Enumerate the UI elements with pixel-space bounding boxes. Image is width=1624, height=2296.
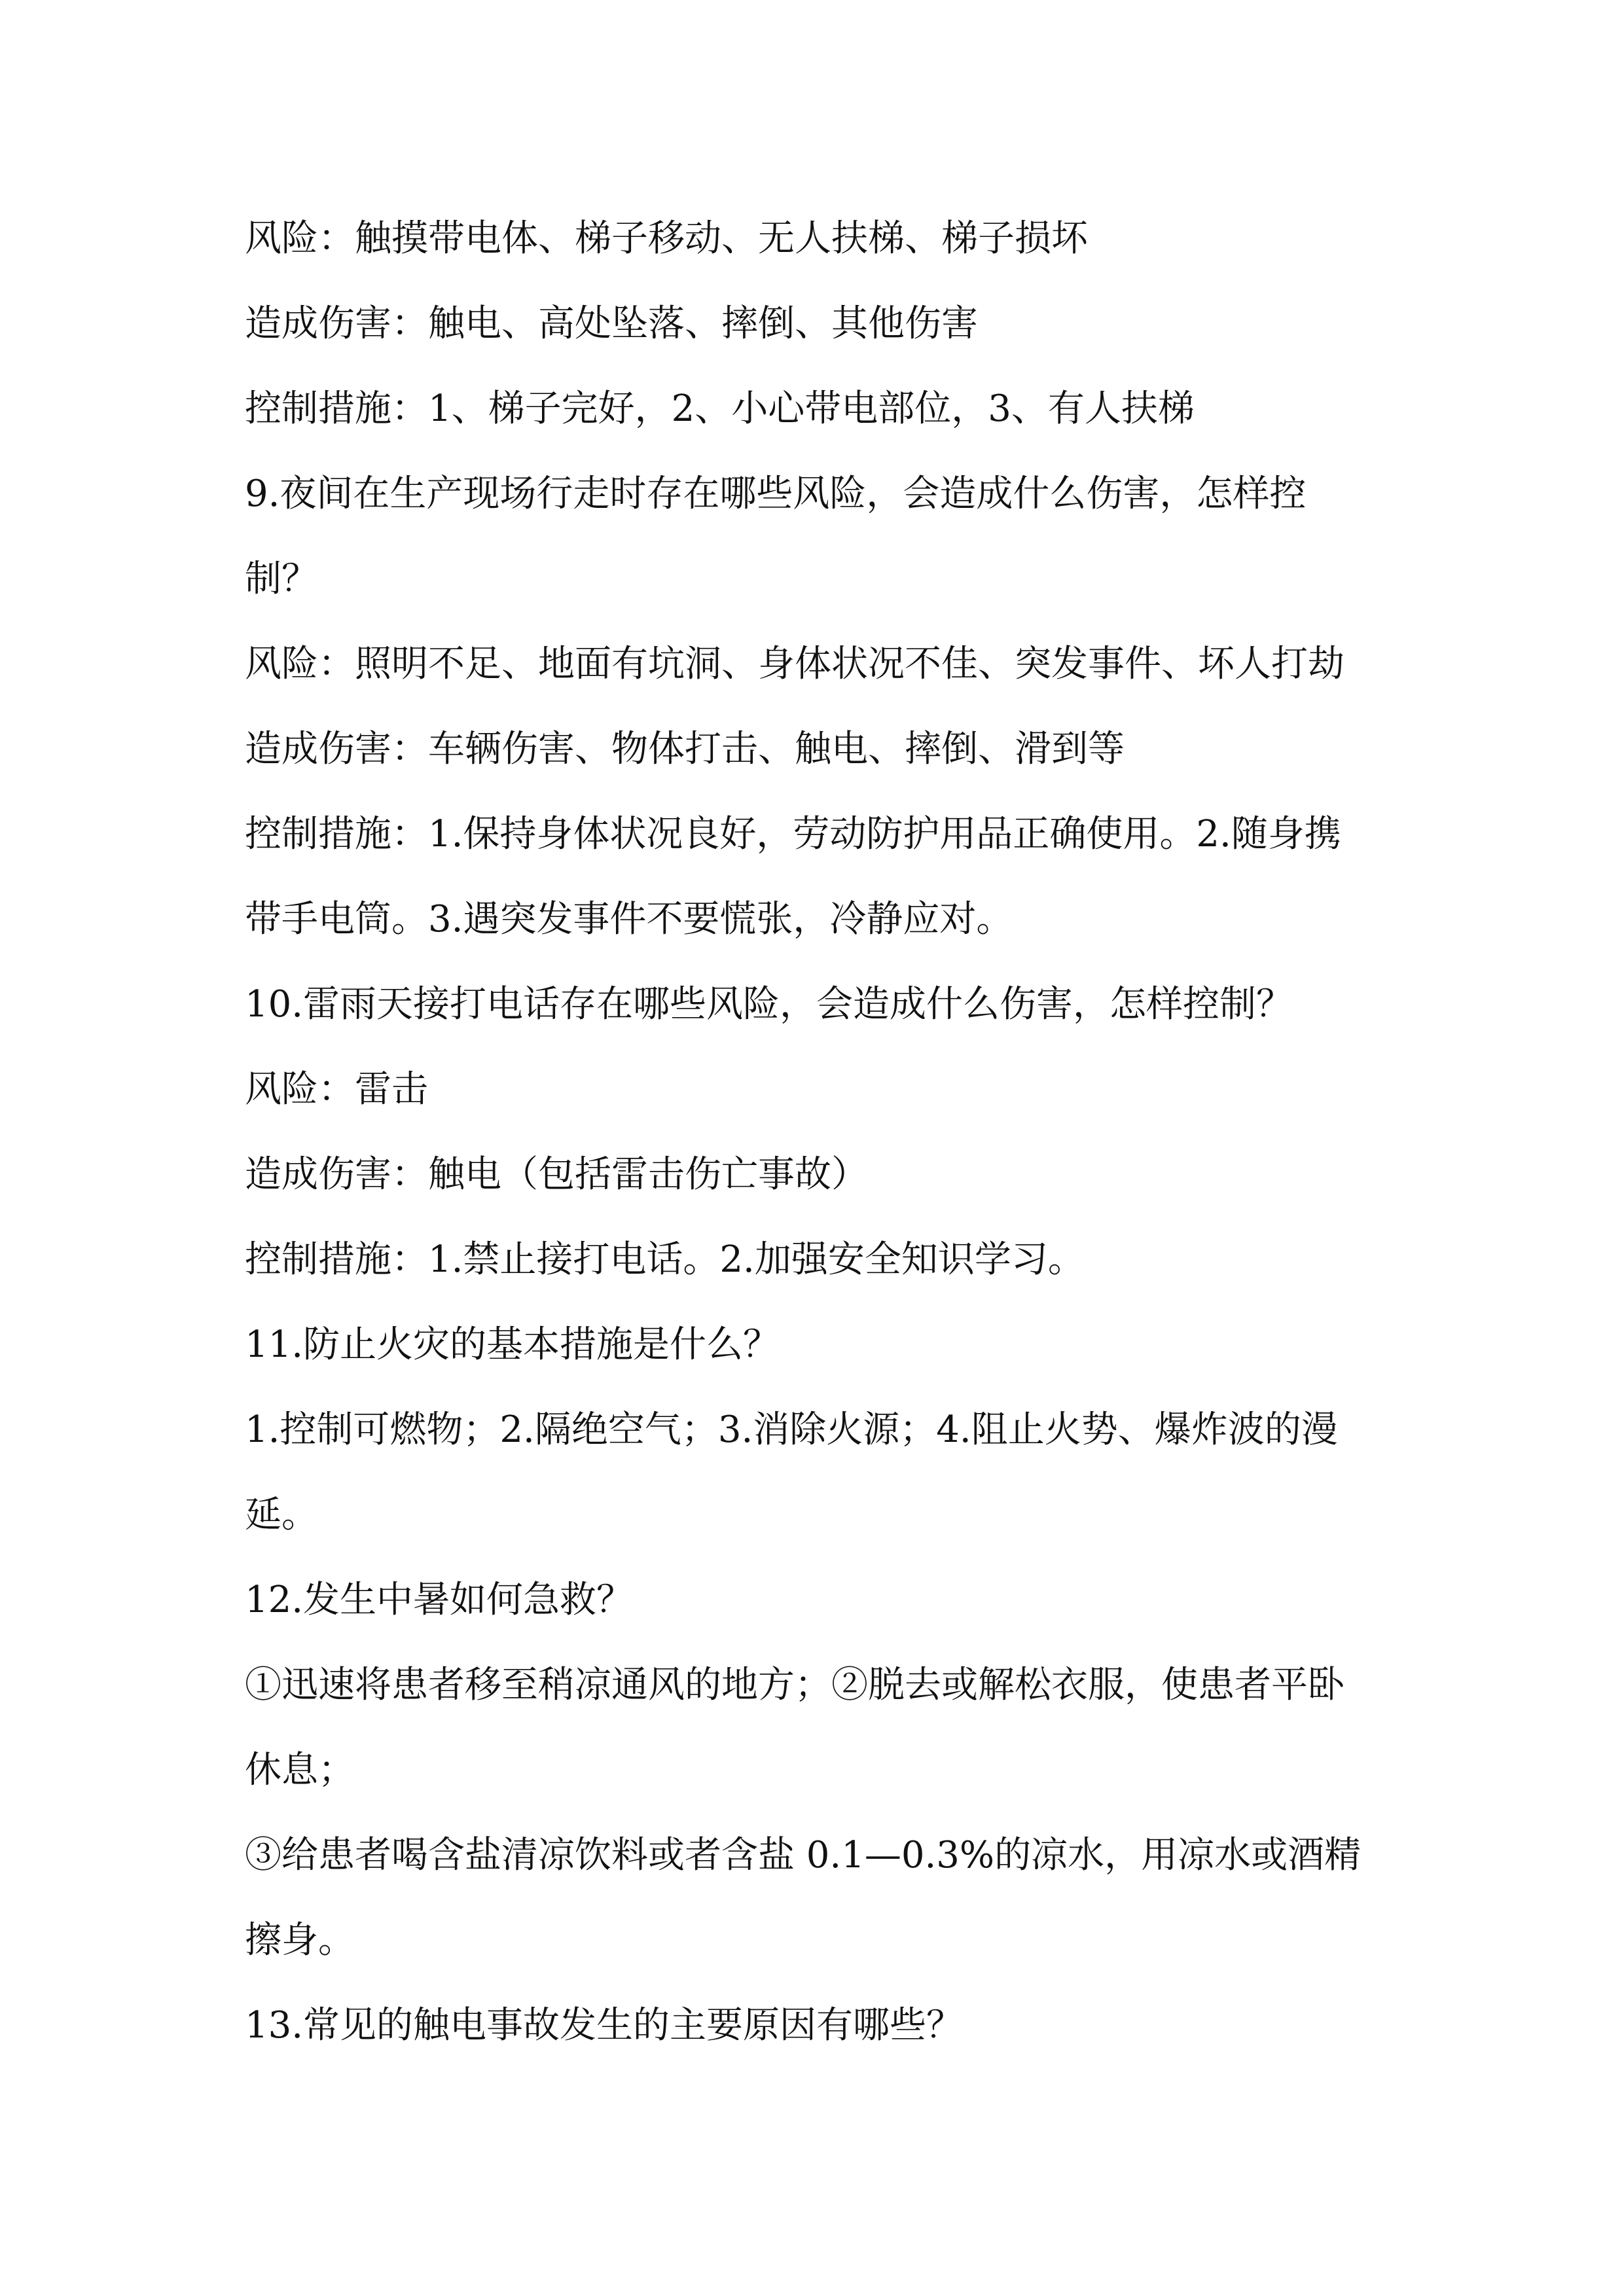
text-line: 造成伤害：触电（包括雷击伤亡事故） — [245, 1153, 868, 1196]
text-line: 控制措施：1.禁止接打电话。2.加强安全知识学习。 — [245, 1238, 1085, 1281]
text-line: 造成伤害：触电、高处坠落、摔倒、其他伤害 — [245, 302, 978, 345]
question-heading: 12.发生中暑如何急救？ — [245, 1579, 634, 1621]
document-body — [245, 209, 1384, 2081]
text-line: ③给患者喝含盐清凉饮料或者含盐 0.1—0.3%的凉水，用凉水或酒精 — [245, 1834, 1362, 1876]
text-line: ①迅速将患者移至稍凉通风的地方；②脱去或解松衣服，使患者平卧 — [245, 1664, 1344, 1706]
question-heading-continued: 制？ — [245, 558, 318, 600]
text-line: 风险：照明不足、地面有坑洞、身体状况不佳、突发事件、坏人打劫 — [245, 643, 1344, 685]
text-line: 控制措施：1.保持身体状况良好，劳动防护用品正确使用。2.随身携 — [245, 813, 1341, 855]
text-line: 擦身。 — [245, 1919, 355, 1962]
question-heading: 10.雷雨天接打电话存在哪些风险，会造成什么伤害，怎样控制？ — [245, 983, 1293, 1026]
text-line: 控制措施：1、梯子完好，2、小心带电部位，3、有人扶梯 — [245, 387, 1195, 430]
text-line: 休息； — [245, 1749, 355, 1791]
text-line: 风险：触摸带电体、梯子移动、无人扶梯、梯子损坏 — [245, 217, 1088, 260]
text-line: 造成伤害：车辆伤害、物体打击、触电、摔倒、滑到等 — [245, 728, 1125, 770]
text-line: 风险：雷击 — [245, 1068, 428, 1111]
text-line: 带手电筒。3.遇突发事件不要慌张，冷静应对。 — [245, 898, 1013, 941]
text-line: 延。 — [245, 1494, 318, 1536]
question-heading: 13.常见的触电事故发生的主要原因有哪些？ — [245, 2004, 964, 2047]
text-line: 1.控制可燃物；2.隔绝空气；3.消除火源；4.阻止火势、爆炸波的漫 — [245, 1408, 1338, 1451]
question-heading: 9.夜间在生产现场行走时存在哪些风险，会造成什么伤害，怎样控 — [245, 473, 1307, 515]
question-heading: 11.防止火灾的基本措施是什么？ — [245, 1323, 780, 1366]
